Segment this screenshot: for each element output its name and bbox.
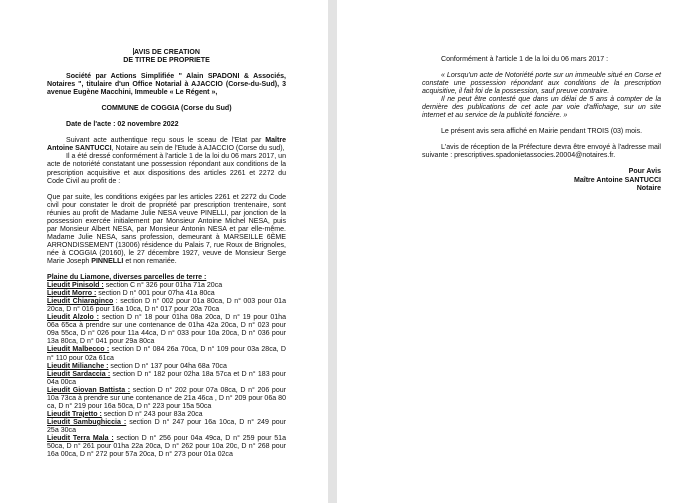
document-page-1 xyxy=(0,0,328,503)
parcels-heading: Plaine du Liamone, diverses parcelles de terre : xyxy=(47,274,207,282)
parcel-item: Lieudit Giovan Battista : section D n° 202 pour 07a 08ca, D n° 206 pour 10a 73ca à prendre sur une contenance de 21a 46ca , D n° 209 pour 06a 80 ca, D n° 219 pour 16a 50ca, D n° 223 pour 15a 50ca xyxy=(47,386,287,410)
signature-name: Maître Antoine SANTUCCI xyxy=(573,176,661,184)
signature-title: Notaire xyxy=(636,184,661,192)
page-2-body xyxy=(422,56,661,193)
parcel-item: Lieudit Sardaccia : section D n° 182 pour 02ha 18a 57ca et D n° 183 pour 04a 00ca xyxy=(47,370,286,386)
notice-title: AVIS DE CREATION DE TITRE DE PROPRIETE xyxy=(123,49,210,65)
law-reference: Conformément à l'article 1 de la loi du 06 mars 2017 : xyxy=(441,56,609,63)
page-gutter xyxy=(328,0,337,503)
act-date: Date de l'acte : 02 novembre 2022 xyxy=(66,121,179,129)
signature-pour-avis: Pour Avis xyxy=(628,168,661,176)
page-1-body xyxy=(47,48,286,459)
parcel-item: Lieudit Chiaraginco : section D n° 002 pour 01a 80ca, D n° 003 pour 01a 20ca, D n° 016 pour 16a 10ca, D n° 017 pour 20a 70ca xyxy=(47,298,286,314)
parcel-item: Lieudit Malbecco : section D n° 084 26a 70ca, D n° 109 pour 03a 28ca, D n° 110 pour 02a 61ca xyxy=(47,346,286,362)
parcel-item: Lieudit Pinisold : section C n° 326 pour 01ha 71a 20ca xyxy=(47,282,223,290)
parcel-item: Lieudit Alzolo : section D n° 18 pour 01ha 08a 20ca, D n° 19 pour 01ha 06a 65ca à prendre sur une contenance de 01ha 42a 20ca, D n° 023 pour 09a 55ca, D n° 026 pour 11a 44ca, D n° 033 pour 10a 20ca, D n° 036 pour 13a 80ca, D n° 041 pour 29a 80ca xyxy=(47,314,286,346)
parcel-item: Lieudit Trajetto : section D n° 243 pour 83a 20ca xyxy=(47,410,203,418)
document-page-2 xyxy=(337,0,700,503)
parcels-list xyxy=(47,282,286,459)
parcel-item: Lieudit Sambughiccia : section D n° 247 pour 16a 10ca, D n° 249 pour 25a 30ca xyxy=(47,418,286,434)
display-notice: Le présent avis sera affiché en Mairie pendant TROIS (03) mois. xyxy=(441,128,643,136)
reception-notice: L'avis de réception de la Préfecture devra être envoyé à l'adresse mail suivante : prescriptives.spadonietassocies.20004@notaires.fr. xyxy=(422,144,661,160)
law-quote-1: « Lorsqu'un acte de Notoriété porte sur un immeuble situé en Corse et constate une possession répondant aux conditions de la prescription acquisitive, il fait foi de la possession, sauf preuve contraire. xyxy=(422,72,661,96)
notary-name: Maître Antoine SANTUCCI xyxy=(47,137,286,153)
paragraph-notoriete: Il a été dressé conformément à l'article 1 de la loi du 06 mars 2017, un acte de notoriété constatant une possession répondant aux conditions de la prescription acquisitive et aux dispositions des articles 2261 et 2272 du Code Civil au profit de : xyxy=(47,153,286,185)
parcel-item: Lieudit Milianche : section D n° 137 pour 04ha 68a 70ca xyxy=(47,362,227,370)
company-paragraph: Société par Actions Simplifiée " Alain SPADONI & Associés, Notaires ", titulaire d'un Office Notarial à AJACCIO (Corse-du-Sud), 3 avenue Eugène Macchini, Immeuble « Le Régent », xyxy=(47,73,286,97)
parcel-item: Lieudit Morro : section D n° 001 pour 07ha 41a 80ca xyxy=(47,290,215,298)
signature-block xyxy=(422,168,661,192)
law-quote-2: Il ne peut être contesté que dans un délai de 5 ans à compter de la dernière des publications de cet acte par voie d'affichage, sur un site internet et au service de la publicité foncière. » xyxy=(422,96,661,120)
parcel-item: Lieudit Terra Mala : section D n° 256 pour 04a 49ca, D n° 259 pour 51a 50ca, D n° 261 pour 01ha 22a 20ca, D n° 262 pour 10a 20c, D n° 268 pour 16a 00ca, D n° 272 pour 57a 20ca, D n° 273 pour 01a 02ca xyxy=(47,434,287,459)
paragraph-beneficiary: Que par suite, les conditions exigées par les articles 2261 et 2272 du Code civil pour constater le droit de propriété par prescription trentenaire, sont réunies au profit de Madame Julie NESA veuve PINELLI, par jonction de la possession exercée initialement par Monsieur Antoine Michel NESA, puis par Monsieur Albert NESA, par Monsieur Antonin NESA et par elle-même. Madame Julie NESA, sans profession, demeurant à MARSEILLE 6ÈME ARRONDISSEMENT (13006) résidence du Palais 7, rue Roux de Brignoles, née à COGGIA (20160), le 27 décembre 1927, veuve de Monsieur Serge Marie Joseph PINNELLI et non remariée. xyxy=(47,193,286,265)
paragraph-act: Suivant acte authentique reçu sous le sceau de l'Etat par Maître Antoine SANTUCCI, Notaire au sein de l'Etude à AJACCIO (Corse du sud), xyxy=(47,137,286,153)
commune-heading: COMMUNE de COGGIA (Corse du Sud) xyxy=(101,105,232,113)
